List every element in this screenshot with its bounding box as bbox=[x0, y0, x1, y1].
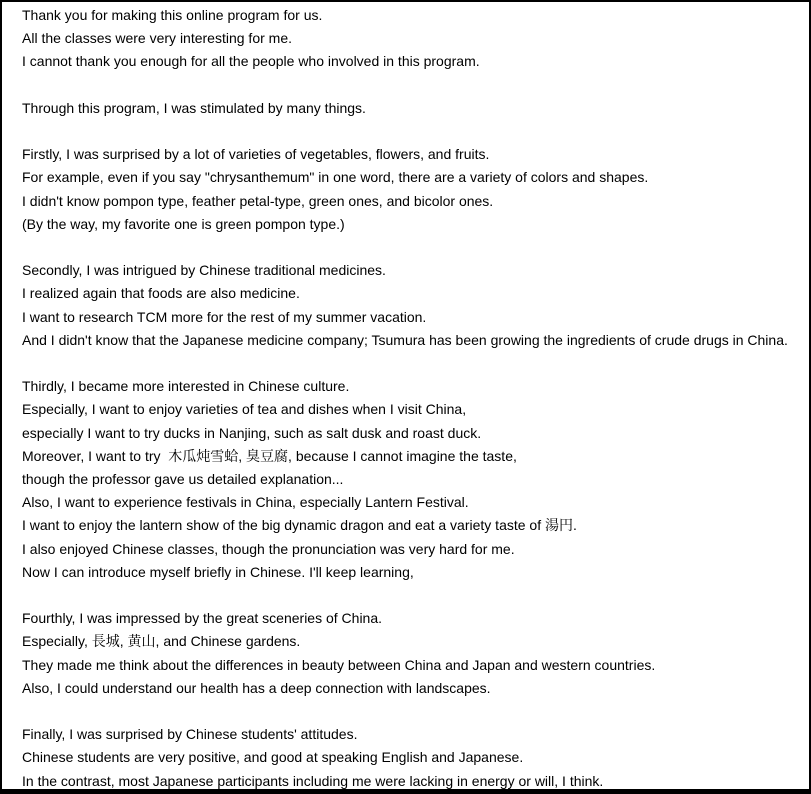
paragraph bbox=[22, 143, 795, 236]
text-line: Thank you for making this online program for us. bbox=[22, 7, 323, 23]
text-line: I also enjoyed Chinese classes, though the pronunciation was very hard for me. bbox=[22, 540, 515, 557]
paragraph bbox=[22, 259, 795, 352]
text-line: Especially, I want to enjoy varieties of tea and dishes when I visit China, bbox=[22, 401, 467, 418]
paragraph bbox=[22, 607, 795, 700]
text-line: And I didn't know that the Japanese medicine company; Tsumura has been growing the ingredients of crude drugs in China. bbox=[22, 331, 788, 348]
text-line: Secondly, I was intrigued by Chinese traditional medicines. bbox=[22, 262, 386, 279]
text-line: I cannot thank you enough for all the people who involved in this program. bbox=[22, 53, 480, 70]
text-line: All the classes were very interesting for me. bbox=[22, 30, 292, 47]
text-line: Especially, 長城, 黄山, and Chinese gardens. bbox=[22, 633, 301, 650]
paragraph bbox=[22, 375, 795, 584]
text-line: In the contrast, most Japanese participants including me were lacking in energy or will, I think. bbox=[22, 772, 604, 789]
text-line: Fourthly, I was impressed by the great sceneries of China. bbox=[22, 610, 383, 627]
text-line: I didn't know pompon type, feather petal-type, green ones, and bicolor ones. bbox=[22, 192, 494, 209]
text-line: Firstly, I was surprised by a lot of varieties of vegetables, flowers, and fruits. bbox=[22, 146, 490, 163]
text-line: I realized again that foods are also medicine. bbox=[22, 285, 300, 302]
text-line: though the professor gave us detailed explanation... bbox=[22, 471, 344, 487]
text-line: especially I want to try ducks in Nanjing, such as salt dusk and roast duck. bbox=[22, 424, 482, 441]
text-line: Chinese students are very positive, and good at speaking English and Japanese. bbox=[22, 749, 524, 766]
paragraph bbox=[22, 97, 795, 120]
text-line: Thirdly, I became more interested in Chinese culture. bbox=[22, 378, 350, 395]
text-line: Also, I could understand our health has a deep connection with landscapes. bbox=[22, 679, 491, 696]
text-line: Moreover, I want to try 木瓜炖雪蛤, 臭豆腐, because I cannot imagine the taste, bbox=[22, 447, 517, 464]
paragraph bbox=[22, 4, 795, 74]
text-line: For example, even if you say "chrysanthemum" in one word, there are a variety of colors and shapes. bbox=[22, 169, 649, 186]
text-line: Finally, I was surprised by Chinese students' attitudes. bbox=[22, 726, 358, 743]
text-line: Also, I want to experience festivals in China, especially Lantern Festival. bbox=[22, 494, 469, 511]
text-line: They made me think about the differences in beauty between China and Japan and western countries. bbox=[22, 656, 656, 673]
text-line: I want to enjoy the lantern show of the big dynamic dragon and eat a variety taste of 湯円. bbox=[22, 517, 577, 534]
document-text bbox=[2, 2, 809, 793]
text-line: Now I can introduce myself briefly in Chinese. I'll keep learning, bbox=[22, 563, 414, 580]
text-line: I want to research TCM more for the rest of my summer vacation. bbox=[22, 308, 427, 325]
paragraph bbox=[22, 723, 795, 793]
text-line: (By the way, my favorite one is green pompon type.) bbox=[22, 215, 345, 232]
text-line: Through this program, I was stimulated by many things. bbox=[22, 99, 366, 116]
